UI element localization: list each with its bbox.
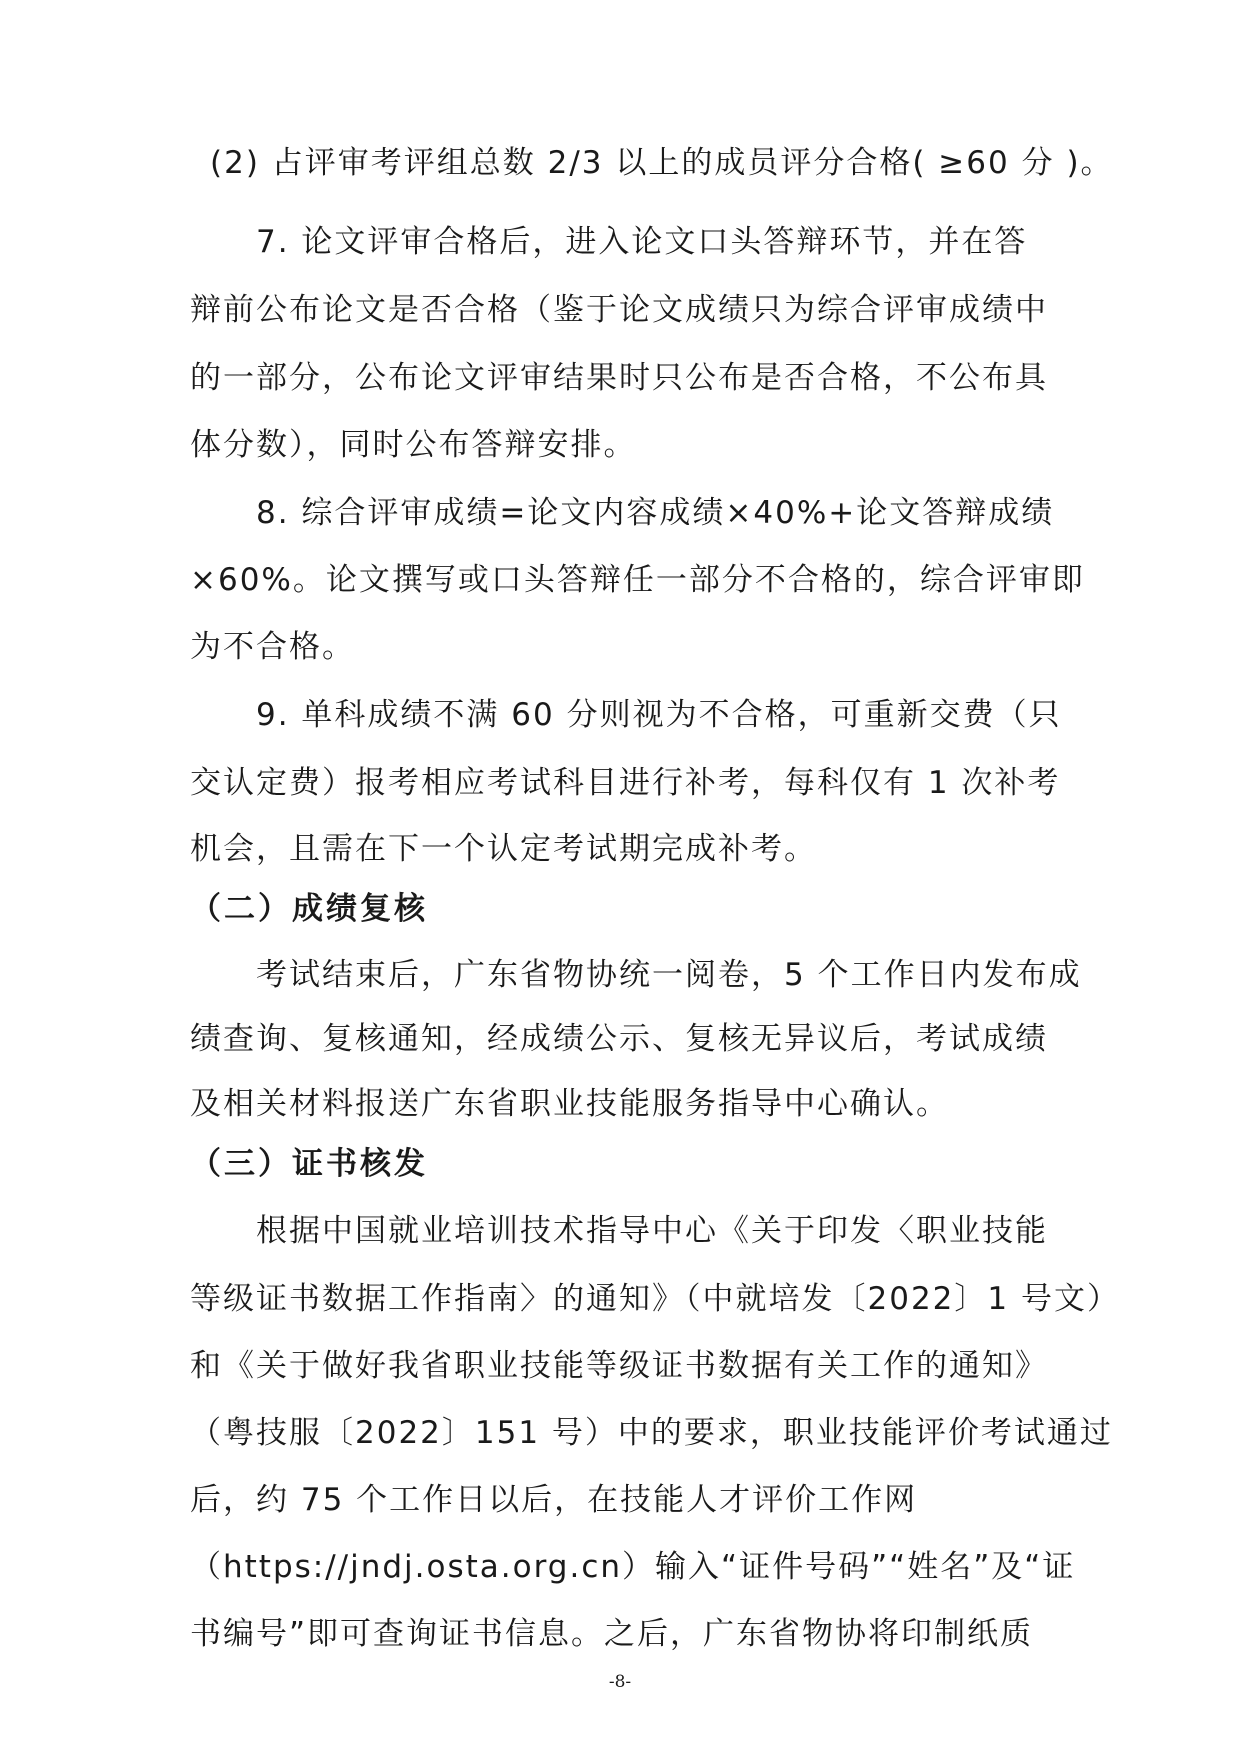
item-7-line-2: 辩前公布论文是否合格（鉴于论文成绩只为综合评审成绩中 <box>190 292 1048 328</box>
item-8-line-3: 为不合格。 <box>190 629 355 665</box>
certificate-line-7: 书编号”即可查询证书信息。之后，广东省物协将印制纸质 <box>190 1616 1034 1652</box>
section-heading-certificate: （三）证书核发 <box>190 1146 428 1182</box>
review-line-1: 考试结束后，广东省物协统一阅卷，5 个工作日内发布成 <box>256 957 1082 993</box>
certificate-line-2: 等级证书数据工作指南〉的通知》（中就培发〔2022〕1 号文） <box>190 1281 1120 1317</box>
item-7-line-4: 体分数），同时公布答辩安排。 <box>190 427 637 463</box>
item-9-line-3: 机会，且需在下一个认定考试期完成补考。 <box>190 831 817 867</box>
item-7-line-3: 的一部分，公布论文评审结果时只公布是否合格，不公布具 <box>190 360 1048 396</box>
certificate-line-6: （https://jndj.osta.org.cn）输入“证件号码”“姓名”及“证 <box>190 1549 1076 1585</box>
certificate-line-1: 根据中国就业培训技术指导中心《关于印发〈职业技能 <box>256 1213 1048 1249</box>
item-9-line-1: 9. 单科成绩不满 60 分则视为不合格，可重新交费（只 <box>256 697 1062 733</box>
item-8-line-1: 8. 综合评审成绩=论文内容成绩×40%+论文答辩成绩 <box>256 495 1055 531</box>
section-heading-score-review: （二）成绩复核 <box>190 891 428 927</box>
page-number: -8- <box>608 1672 632 1692</box>
item-7-line-1: 7. 论文评审合格后，进入论文口头答辩环节，并在答 <box>256 224 1028 260</box>
certificate-line-4: （粤技服〔2022〕151 号）中的要求，职业技能评价考试通过 <box>190 1415 1113 1451</box>
certificate-line-3: 和《关于做好我省职业技能等级证书数据有关工作的通知》 <box>190 1348 1048 1384</box>
review-line-2: 绩查询、复核通知，经成绩公示、复核无异议后，考试成绩 <box>190 1021 1048 1057</box>
item-9-line-2: 交认定费）报考相应考试科目进行补考，每科仅有 1 次补考 <box>190 765 1061 801</box>
item-8-line-2: ×60%。论文撰写或口头答辩任一部分不合格的，综合评审即 <box>190 562 1085 598</box>
review-line-3: 及相关材料报送广东省职业技能服务指导中心确认。 <box>190 1086 949 1122</box>
certificate-line-5: 后，约 75 个工作日以后，在技能人才评价工作网 <box>190 1482 918 1518</box>
criterion-2: (2) 占评审考评组总数 2/3 以上的成员评分合格( ≥60 分 )。 <box>210 145 1114 181</box>
